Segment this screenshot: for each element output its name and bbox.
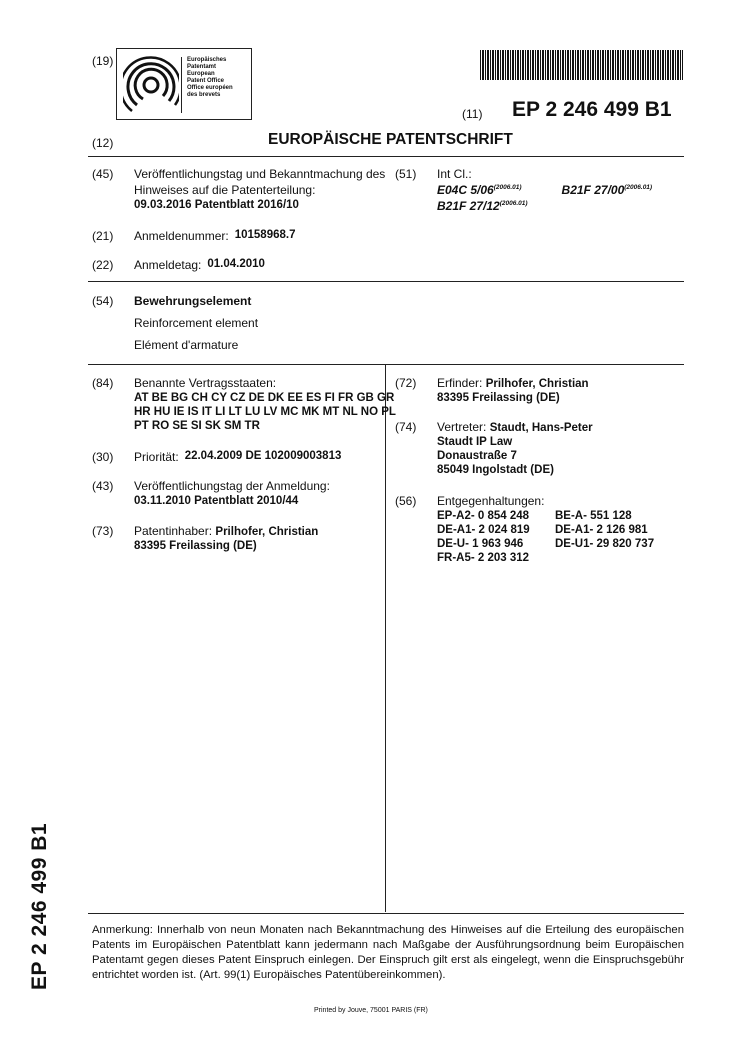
citation: DE-U1- 29 820 737 — [555, 538, 655, 550]
f22-label: Anmeldetag: — [134, 258, 202, 272]
f43-label: Veröffentlichungstag der Anmeldung: — [134, 479, 330, 493]
inid-51: (51) — [395, 167, 417, 181]
application-number: 10158968.7 — [234, 229, 296, 241]
ipc-3: B21F 27/12 — [437, 199, 500, 213]
states-line-2: HR HU IE IS IT LI LT LU LV MC MK MT NL NO PL — [134, 406, 396, 418]
representative-city: 85049 Ingolstadt (DE) — [437, 464, 554, 476]
f56-label: Entgegenhaltungen: — [437, 494, 545, 508]
field-30 — [92, 450, 341, 464]
f51-label: Int Cl.: — [437, 167, 472, 181]
field-84 — [92, 376, 396, 432]
inid-12: (12) — [92, 136, 114, 150]
inid-11: (11) — [462, 107, 483, 121]
citation: BE-A- 551 128 — [555, 510, 632, 522]
inid-54: (54) — [92, 294, 114, 308]
inid-74: (74) — [395, 420, 417, 434]
inid-56: (56) — [395, 494, 417, 508]
ipc-2: B21F 27/00 — [561, 183, 625, 197]
field-73 — [92, 524, 318, 552]
ipc-1-version: (2006.01) — [493, 184, 522, 191]
citation: EP-A2- 0 854 248 — [437, 510, 530, 522]
field-22 — [92, 258, 265, 272]
f45-value: 09.03.2016 Patentblatt 2016/10 — [134, 199, 299, 211]
citation: DE-U- 1 963 946 — [437, 538, 524, 550]
field-21 — [92, 229, 295, 243]
proprietor-name: Prilhofer, Christian — [215, 526, 319, 538]
inid-45: (45) — [92, 167, 114, 181]
legal-note: Anmerkung: Innerhalb von neun Monaten nach Bekanntmachung des Hinweises auf die Erteilung des europäischen Patents im Europäischen Patentblatt kann jedermann nach Maßgabe der Ausführungsordnung beim Europäischen Patentamt gegen dieses Patent Einspruch einlegen. Der Einspruch gilt erst als eingelegt, wenn die Einspruchsgebühr entrichtet worden ist. (Art. 99(1) Europäisches Patentübereinkommen). — [92, 924, 684, 981]
f73-label: Patentinhaber: — [134, 524, 213, 538]
representative-name: Staudt, Hans-Peter — [489, 422, 593, 434]
inid-84: (84) — [92, 376, 114, 390]
inid-73: (73) — [92, 524, 114, 538]
priority-value: 22.04.2009 DE 102009003813 — [184, 450, 342, 462]
proprietor-address: 83395 Freilassing (DE) — [134, 540, 257, 552]
side-publication-number: EP 2 246 499 B1 — [28, 822, 51, 990]
citation: DE-A1- 2 126 981 — [555, 524, 648, 536]
f72-label: Erfinder: — [437, 376, 483, 390]
field-56 — [395, 494, 705, 564]
states-line-1: AT BE BG CH CY CZ DE DK EE ES FI FR GB GR — [134, 392, 395, 404]
printer-note: Printed by Jouve, 75001 PARIS (FR) — [314, 1007, 428, 1014]
f43-value: 03.11.2010 Patentblatt 2010/44 — [134, 495, 299, 507]
epo-emblem-icon — [123, 55, 179, 115]
f74-label: Vertreter: — [437, 420, 487, 434]
inventor-name: Prilhofer, Christian — [485, 378, 589, 390]
epo-logo — [116, 48, 252, 120]
inid-72: (72) — [395, 376, 417, 390]
field-54 — [92, 294, 258, 352]
states-line-3: PT RO SE SI SK SM TR — [134, 420, 260, 432]
publication-number: EP 2 246 499 B1 — [512, 98, 672, 121]
field-45 — [92, 167, 385, 211]
field-43 — [92, 479, 330, 507]
representative-firm: Staudt IP Law — [437, 436, 513, 448]
field-51 — [395, 167, 652, 213]
inid-30: (30) — [92, 450, 114, 464]
representative-street: Donaustraße 7 — [437, 450, 517, 462]
title-en: Reinforcement element — [134, 316, 259, 330]
ipc-3-version: (2006.01) — [499, 200, 528, 207]
inid-21: (21) — [92, 229, 114, 243]
inid-19: (19) — [92, 54, 114, 68]
f84-label: Benannte Vertragsstaaten: — [134, 376, 277, 390]
citations-list — [437, 510, 705, 564]
filing-date: 01.04.2010 — [207, 258, 265, 270]
citation: DE-A1- 2 024 819 — [437, 524, 530, 536]
title-fr: Elément d'armature — [134, 338, 239, 352]
barcode — [480, 50, 683, 80]
f21-label: Anmeldenummer: — [134, 229, 229, 243]
title-de: Bewehrungselement — [134, 294, 252, 308]
inventor-address: 83395 Freilassing (DE) — [437, 392, 560, 404]
inid-22: (22) — [92, 258, 114, 272]
citation: FR-A5- 2 203 312 — [437, 552, 530, 564]
f45-label-2: Hinweises auf die Patenterteilung: — [134, 183, 316, 197]
f45-label-1: Veröffentlichungstag und Bekanntmachung des — [134, 167, 386, 181]
office-names: Europäisches Patentamt European Patent Office Office européen des brevets — [187, 57, 233, 98]
f30-label: Priorität: — [134, 450, 179, 464]
ipc-2-version: (2006.01) — [624, 184, 653, 191]
field-74 — [395, 420, 593, 476]
inid-43: (43) — [92, 479, 114, 493]
field-72 — [395, 376, 589, 404]
document-type: EUROPÄISCHE PATENTSCHRIFT — [268, 131, 513, 148]
ipc-1: E04C 5/06 — [437, 183, 494, 197]
